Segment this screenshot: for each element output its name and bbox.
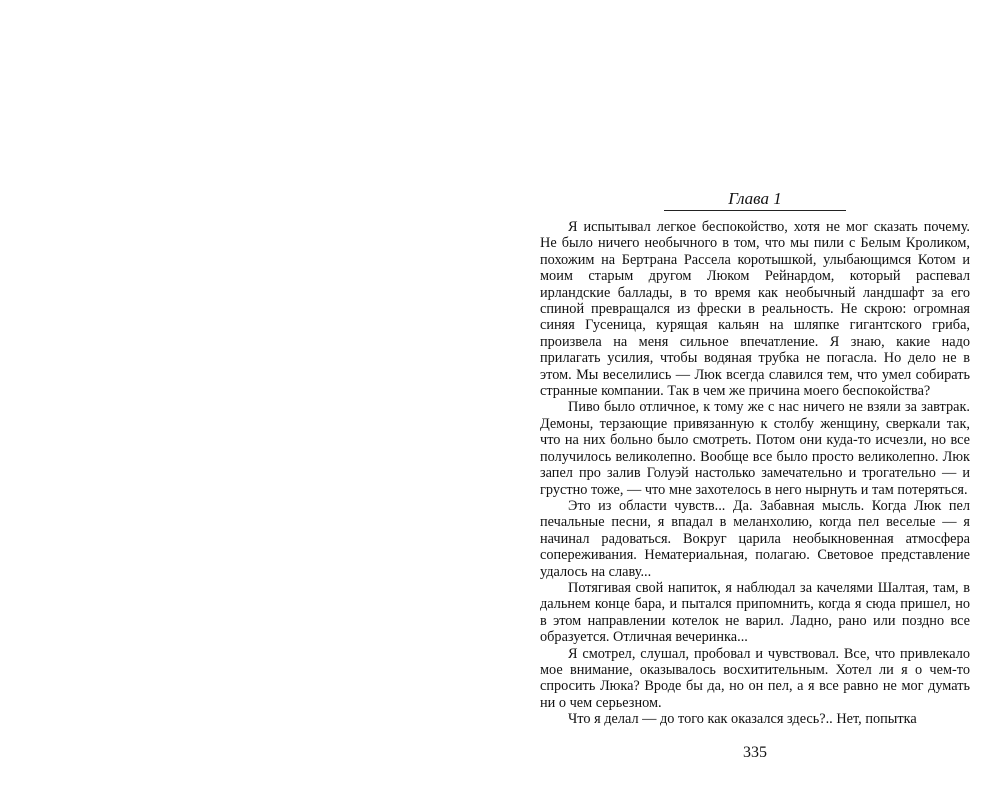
chapter-body	[540, 219, 970, 728]
right-page	[540, 0, 970, 800]
paragraph-4: Потягивая свой напиток, я наблюдал за качелями Шалтая, там, в дальнем конце бара, и пытался припомнить, когда я сюда пришел, но в этом направлении котелок не варил. Ладно, рано или поздно все образуется. Отличная вечеринка...	[540, 579, 970, 646]
paragraph-1: Я испытывал легкое беспокойство, хотя не мог сказать почему. Не было ничего необычного в том, что мы пили с Белым Кроликом, похожим на Бертрана Рассела коротышкой, улыбающимся Котом и моим старым другом Люком Рейнардом, который распевал ирландские баллады, в то время как необычный ландшафт за его спиной превращался из фрески в реальность. Не скрою: огромная синяя Гусеница, курящая кальян на шляпке гигантского гриба, произвела на меня сильное впечатление. Я знаю, какие надо прилагать усилия, чтобы водяная трубка не погасла. Но дело не в этом. Мы веселились — Люк всегда славился тем, что умел собирать странные компании. Так в чем же причина моего беспокойства?	[540, 219, 970, 400]
page-number: 335	[743, 744, 767, 761]
paragraph-6: Что я делал — до того как оказался здесь?.. Нет, попытка	[568, 711, 917, 728]
paragraph-5: Я смотрел, слушал, пробовал и чувствовал. Все, что привлекало мое внимание, оказывалось восхитительным. Хотел ли я о чем-то спросить Люка? Вроде бы да, но он пел, а я все равно не мог думать ни о чем серьезном.	[540, 645, 970, 711]
chapter-title: Глава 1	[728, 189, 782, 208]
paragraph-2: Пиво было отличное, к тому же с нас ничего не взяли за завтрак. Демоны, терзающие привязанную к столбу женщину, сверкали так, что на них больно было смотреть. Потом они куда-то исчезли, но все получилось великолепно. Вообще все было просто великолепно. Люк запел про залив Голуэй настолько замечательно и трогательно — и грустно тоже, — что мне захотелось в него нырнуть и там потеряться.	[540, 399, 970, 498]
paragraph-3: Это из области чувств... Да. Забавная мысль. Когда Люк пел печальные песни, я впадал в меланхолию, когда пел веселые — я начинал радоваться. Вокруг царила необыкновенная атмосфера сопереживания. Нематериальная, полагаю. Световое представление удалось на славу...	[540, 497, 970, 580]
chapter-title-underline	[664, 210, 846, 211]
